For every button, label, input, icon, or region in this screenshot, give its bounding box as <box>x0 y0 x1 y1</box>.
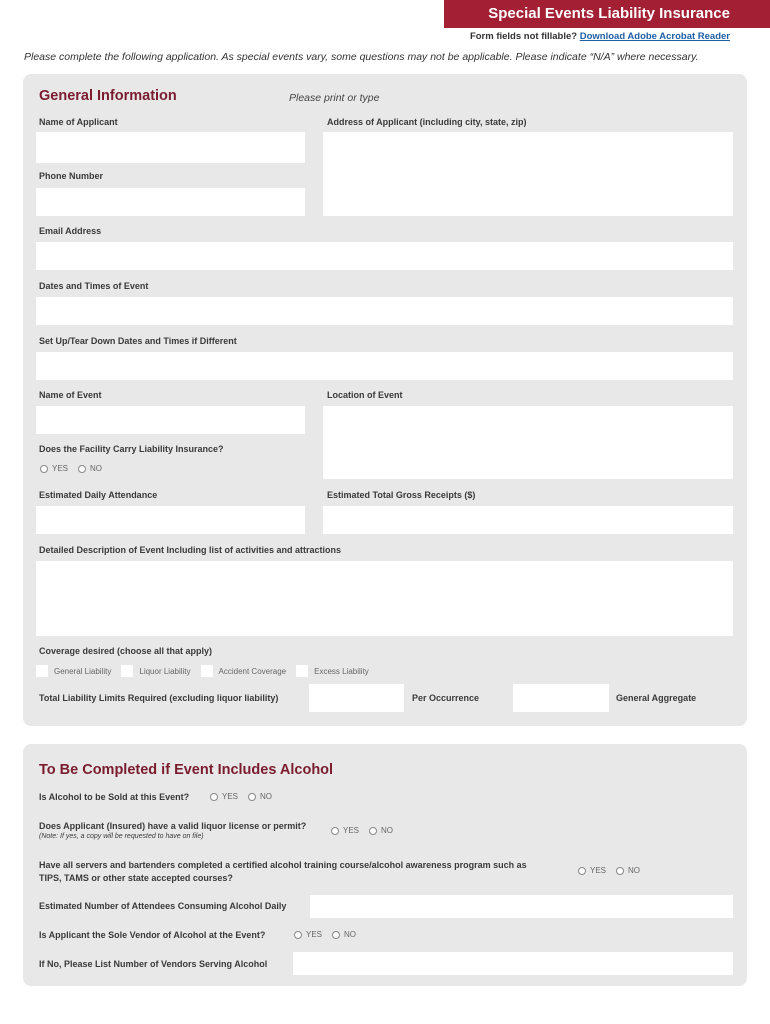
vendor-count-field[interactable] <box>293 952 733 975</box>
liquor-license-yes-option[interactable]: YES <box>331 826 359 835</box>
radio-circle-icon <box>294 931 302 939</box>
checkbox-icon <box>121 665 133 677</box>
form-title-banner <box>444 0 770 28</box>
coverage-accident[interactable]: Accident Coverage <box>201 665 287 677</box>
server-training-yes-option[interactable]: YES <box>578 866 606 875</box>
email-label: Email Address <box>39 226 102 236</box>
liability-limits-label: Total Liability Limits Required (excluding liquor liability) <box>39 693 279 703</box>
alcohol-attendees-label: Estimated Number of Attendees Consuming Alcohol Daily <box>39 901 287 911</box>
checkbox-icon <box>36 665 48 677</box>
alcohol-sold-label: Is Alcohol to be Sold at this Event? <box>39 792 190 802</box>
coverage-general-liability[interactable]: General Liability <box>36 665 111 677</box>
radio-circle-icon <box>331 827 339 835</box>
coverage-liquor-liability[interactable]: Liquor Liability <box>121 665 190 677</box>
radio-circle-icon <box>332 931 340 939</box>
print-hint: Please print or type <box>289 92 380 104</box>
event-description-label: Detailed Description of Event Including list of activities and attractions <box>39 545 342 555</box>
gross-receipts-field[interactable] <box>323 506 733 534</box>
sole-vendor-no-option[interactable]: NO <box>332 930 356 939</box>
general-information-panel <box>23 74 747 726</box>
per-occurrence-field[interactable] <box>309 684 404 712</box>
server-training-no-option[interactable]: NO <box>616 866 640 875</box>
event-dates-label: Dates and Times of Event <box>39 281 149 291</box>
checkbox-icon <box>201 665 213 677</box>
liquor-license-no-option[interactable]: NO <box>369 826 393 835</box>
coverage-options <box>36 665 379 677</box>
coverage-label: Coverage desired (choose all that apply) <box>39 646 213 656</box>
coverage-excess-liability[interactable]: Excess Liability <box>296 665 369 677</box>
facility-yes-option[interactable]: YES <box>40 464 68 473</box>
applicant-address-label: Address of Applicant (including city, state, zip) <box>327 117 527 127</box>
radio-circle-icon <box>248 793 256 801</box>
sole-vendor-yes-option[interactable]: YES <box>294 930 322 939</box>
liquor-license-label: Does Applicant (Insured) have a valid liquor license or permit? <box>39 821 307 831</box>
phone-label: Phone Number <box>39 171 104 181</box>
liquor-license-note: (Note: If yes, a copy will be requested to have on file) <box>39 833 204 840</box>
sole-vendor-radio-group <box>294 930 356 939</box>
sole-vendor-label: Is Applicant the Sole Vendor of Alcohol at the Event? <box>39 930 266 940</box>
phone-field[interactable] <box>36 188 305 216</box>
alcohol-sold-no-option[interactable]: NO <box>248 792 272 801</box>
form-title: Special Events Liability Insurance <box>488 5 730 22</box>
applicant-address-field[interactable] <box>323 132 733 216</box>
intro-text: Please complete the following application. As special events vary, some questions may not be applicable. Please indicate “N/A” where necessary. <box>24 51 699 63</box>
event-location-field[interactable] <box>323 406 733 479</box>
general-aggregate-field[interactable] <box>513 684 609 712</box>
attendance-field[interactable] <box>36 506 305 534</box>
radio-circle-icon <box>616 867 624 875</box>
facility-insurance-radio-group <box>40 464 102 473</box>
event-location-label: Location of Event <box>327 390 403 400</box>
server-training-label-line2: TIPS, TAMS or other state accepted courses? <box>39 873 233 883</box>
fillable-text: Form fields not fillable? <box>469 31 578 42</box>
radio-circle-icon <box>40 465 48 473</box>
liquor-license-radio-group <box>331 826 393 835</box>
general-aggregate-label: General Aggregate <box>616 693 697 703</box>
alcohol-sold-radio-group <box>210 792 272 801</box>
applicant-name-field[interactable] <box>36 132 305 163</box>
radio-circle-icon <box>369 827 377 835</box>
gross-receipts-label: Estimated Total Gross Receipts ($) <box>327 490 476 500</box>
setup-dates-label: Set Up/Tear Down Dates and Times if Different <box>39 336 237 346</box>
event-name-label: Name of Event <box>39 390 102 400</box>
alcohol-panel <box>23 744 747 986</box>
applicant-name-label: Name of Applicant <box>39 117 118 127</box>
facility-insurance-label: Does the Facility Carry Liability Insurance? <box>39 444 224 454</box>
attendance-label: Estimated Daily Attendance <box>39 490 158 500</box>
fillable-note <box>470 31 730 42</box>
server-training-label-line1: Have all servers and bartenders completed a certified alcohol training course/alcohol awareness program such as <box>39 860 527 870</box>
alcohol-attendees-field[interactable] <box>310 895 733 918</box>
radio-circle-icon <box>210 793 218 801</box>
per-occurrence-label: Per Occurrence <box>412 693 480 703</box>
checkbox-icon <box>296 665 308 677</box>
event-name-field[interactable] <box>36 406 305 434</box>
download-acrobat-link[interactable]: Download Adobe Acrobat Reader <box>579 31 730 42</box>
server-training-radio-group <box>578 866 640 875</box>
radio-circle-icon <box>78 465 86 473</box>
setup-dates-field[interactable] <box>36 352 733 380</box>
general-information-title: General Information <box>39 88 177 104</box>
radio-circle-icon <box>578 867 586 875</box>
event-dates-field[interactable] <box>36 297 733 325</box>
alcohol-section-title: To Be Completed if Event Includes Alcohol <box>39 762 334 778</box>
alcohol-sold-yes-option[interactable]: YES <box>210 792 238 801</box>
vendor-count-label: If No, Please List Number of Vendors Serving Alcohol <box>39 959 268 969</box>
facility-no-option[interactable]: NO <box>78 464 102 473</box>
event-description-field[interactable] <box>36 561 733 636</box>
email-field[interactable] <box>36 242 733 270</box>
